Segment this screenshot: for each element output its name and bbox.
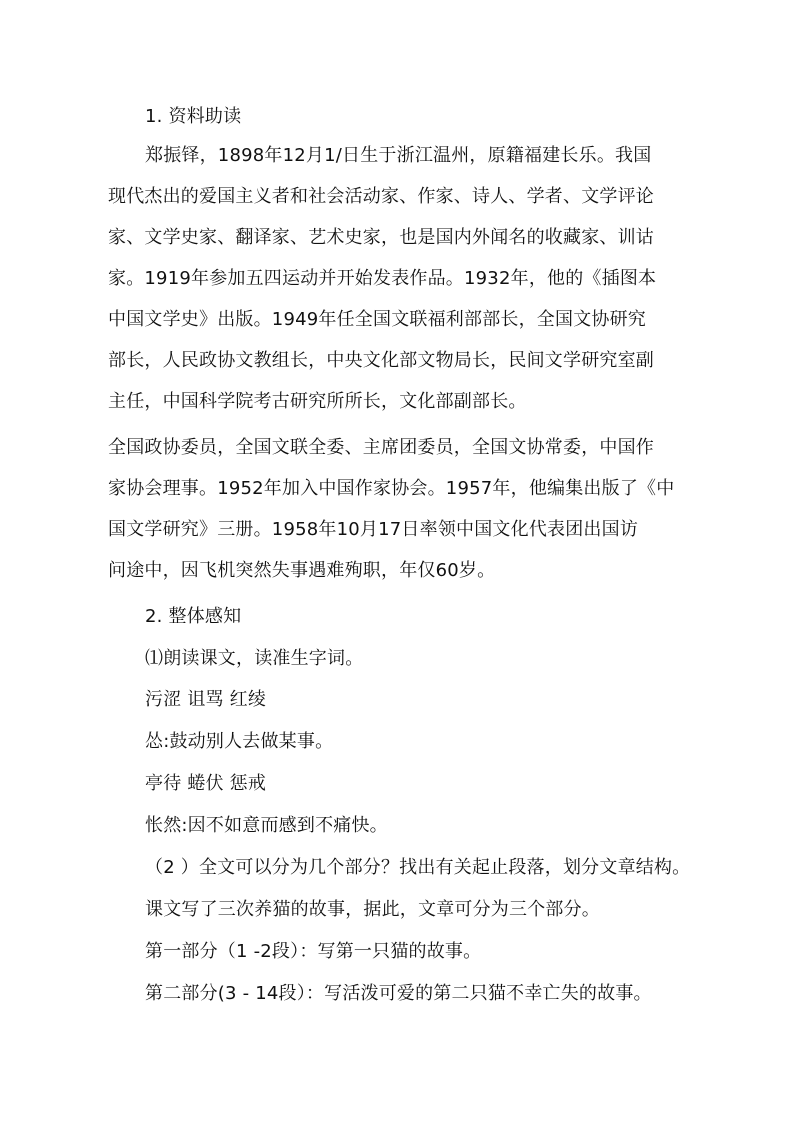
section2-line-2: 污涩 诅骂 红绫 bbox=[145, 689, 267, 710]
section2-line-9: 第二部分(3 - 14段）：写活泼可爱的第二只猫不幸亡失的故事。 bbox=[145, 983, 652, 1004]
para1-line-4: 家。1919年参加五四运动并开始发表作品。1932年，他的《插图本 bbox=[108, 268, 657, 289]
para2-line-2: 家协会理事。1952年加入中国作家协会。1957年，他编集出版了《中 bbox=[108, 478, 675, 499]
section2-line-3: 怂:鼓动别人去做某事。 bbox=[145, 731, 334, 752]
section-2-heading: 2. 整体感知 bbox=[145, 606, 242, 627]
section2-line-8: 第一部分（1 -2段）：写第一只猫的故事。 bbox=[145, 941, 482, 962]
para1-line-2: 现代杰出的爱国主义者和社会活动家、作家、诗人、学者、文学评论 bbox=[108, 186, 654, 207]
para2-line-1: 全国政协委员，全国文联全委、主席团委员，全国文协常委，中国作 bbox=[108, 437, 654, 458]
section2-line-7: 课文写了三次养猫的故事，据此，文章可分为三个部分。 bbox=[145, 899, 600, 920]
para1-line-5: 中国文学史》出版。1949年任全国文联福利部部长，全国文协研究 bbox=[108, 309, 647, 330]
para1-line-1: 郑振铎，1898年12月1/日生于浙江温州，原籍福建长乐。我国 bbox=[145, 145, 652, 166]
section2-line-6: （2 ）全文可以分为几个部分？找出有关起止段落，划分文章结构。 bbox=[145, 857, 691, 878]
section-1-heading: 1. 资料助读 bbox=[145, 106, 242, 127]
para2-line-4: 问途中，因飞机突然失事遇难殉职，年仅60岁。 bbox=[108, 560, 496, 581]
section2-line-1: ⑴朗读课文，读准生字词。 bbox=[145, 648, 364, 669]
para2-line-3: 国文学研究》三册。1958年10月17日率领中国文化代表团出国访 bbox=[108, 519, 639, 540]
para1-line-3: 家、文学史家、翻译家、艺术史家，也是国内外闻名的收藏家、训诂 bbox=[108, 227, 654, 248]
section2-line-4: 亭待 蜷伏 惩戒 bbox=[145, 773, 267, 794]
section2-line-5: 怅然:因不如意而感到不痛快。 bbox=[145, 815, 388, 836]
para1-line-7: 主任，中国科学院考古研究所所长，文化部副部长。 bbox=[108, 391, 527, 412]
para1-line-6: 部长，人民政协文教组长，中央文化部文物局长，民间文学研究室副 bbox=[108, 350, 654, 371]
